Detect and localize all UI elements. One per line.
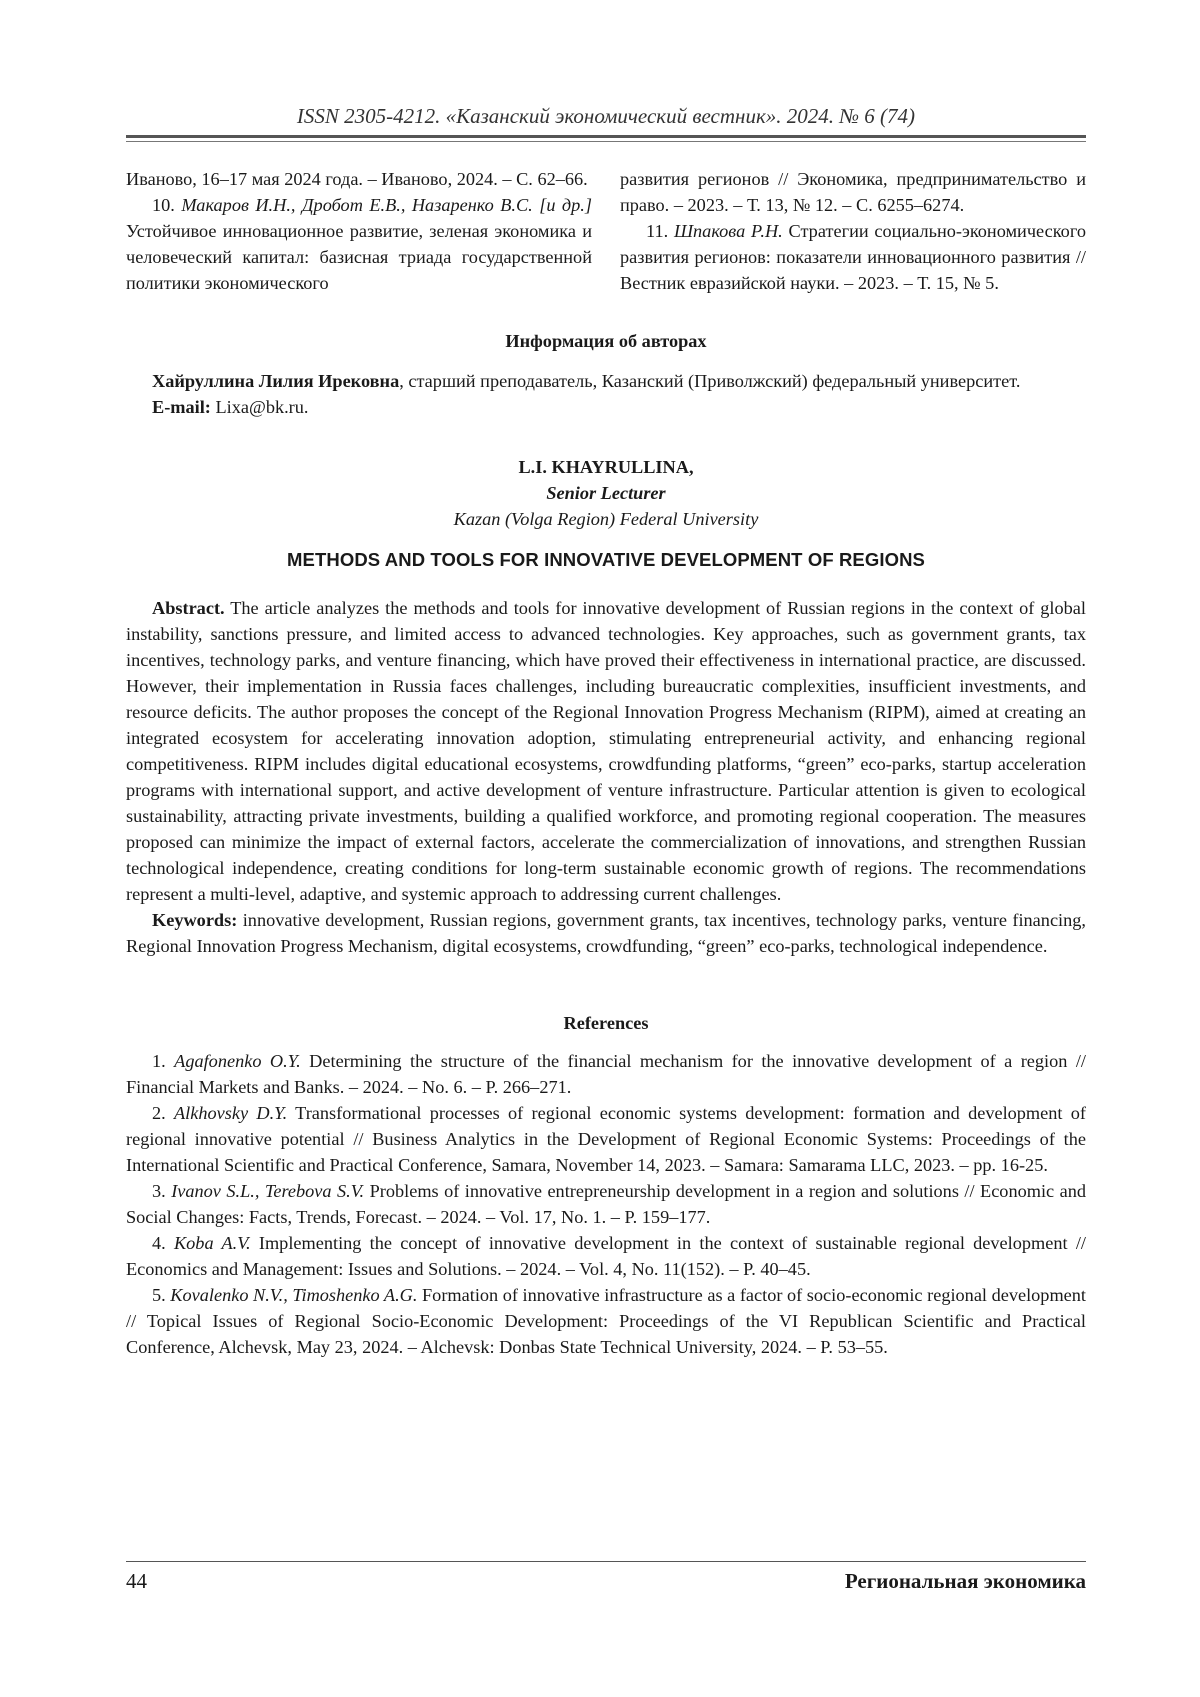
keywords-text: innovative development, Russian regions, government grants, tax incentives, technology parks, venture financing, Regional Innovation Progress Mechanism, digital ecosystems, crowdfunding, “green” eco-parks, technological independence. <box>126 910 1086 956</box>
page-number: 44 <box>126 1569 147 1593</box>
reference-4 <box>126 1230 1086 1282</box>
ref-text: Formation of innovative infrastructure as a factor of socio-economic regional development // Topical Issues of Regional Socio-Economic Development: Proceedings of the VI Republican Scientific and Practical Conference, Alchevsk, May 23, 2024. – Alchevsk: Donbas State Technical University, 2024. – P. 53–55. <box>126 1285 1087 1357</box>
reference-11 <box>620 218 1086 296</box>
ref-number: 1. <box>152 1051 166 1071</box>
email-label: E-mail: <box>152 397 211 417</box>
left-column <box>126 166 592 296</box>
right-column <box>620 166 1086 296</box>
ref-authors: Alkhovsky D.Y. <box>174 1103 288 1123</box>
reference-10 <box>126 192 592 296</box>
abstract-text: The article analyzes the methods and tools for innovative development of Russian regions in the context of global instability, sanctions pressure, and limited access to advanced technologies. Key approaches, such as government grants, tax incentives, technology parks, and venture financing, which have proved their effectiveness in international practice, are discussed. However, their implementation in Russia faces challenges, including bureaucratic complexities, insufficient investments, and resource deficits. The author proposes the concept of the Regional Innovation Progress Mechanism (RIPM), aimed at creating an integrated ecosystem for accelerating innovation adoption, stimulating entrepreneurial activity, and enhancing regional competitiveness. RIPM includes digital educational ecosystems, crowdfunding platforms, “green” eco-parks, startup acceleration programs with international support, and active development of venture infrastructure. Particular attention is given to ecological sustainability, attracting private investments, building a qualified workforce, and promoting regional cooperation. The measures proposed can minimize the impact of external factors, accelerate the commercialization of innovations, and strengthen Russian technological independence, creating conditions for long-term sustainable economic growth of regions. The recommendations represent a multi-level, adaptive, and systemic approach to addressing current challenges. <box>126 598 1086 904</box>
ref-number: 5. <box>152 1285 166 1305</box>
reference-1 <box>126 1048 1086 1100</box>
section-title: Региональная экономика <box>844 1569 1086 1593</box>
ref-text: Устойчивое инновационное развитие, зеленая экономика и человеческий капитал: базисная триада государственной политики экономического <box>126 221 592 293</box>
ref-number: 4. <box>152 1233 166 1253</box>
journal-header: ISSN 2305-4212. «Казанский экономический вестник». 2024. № 6 (74) <box>296 104 916 128</box>
ref-text: Стратегии социально-экономического развития регионов: показатели инновационного развития // Вестник евразийской науки. – 2023. – Т. 15, № 5. <box>620 221 1086 293</box>
ref-authors: Макаров И.Н., Дробот Е.В., Назаренко В.С. [и др.] <box>181 195 592 215</box>
english-author-name: L.I. KHAYRULLINA, <box>518 457 694 477</box>
references-block <box>126 1010 1086 1360</box>
ref-number: 3. <box>152 1181 166 1201</box>
ref-authors: Kovalenko N.V., Timoshenko A.G. <box>170 1285 418 1305</box>
english-author-title: Senior Lecturer <box>546 483 666 503</box>
abstract <box>126 595 1086 907</box>
ref-number: 2. <box>152 1103 166 1123</box>
ref-authors: Шпакова Р.Н. <box>673 221 783 241</box>
authors-info <box>126 328 1086 420</box>
ref-text: Problems of innovative entrepreneurship development in a region and solutions // Economic and Social Changes: Facts, Trends, Forecast. – 2024. – Vol. 17, No. 1. – P. 159–177. <box>126 1181 1086 1227</box>
author-email[interactable]: Lixa@bk.ru. <box>215 397 309 417</box>
english-author-block <box>126 454 1086 532</box>
ref-text: Transformational processes of regional economic systems development: formation and development of regional innovative potential // Business Analytics in the Development of Regional Economic Systems: Proceedings of the International Scientific and Practical Conference, Samara, November 14, 2023. – Samara: Samarama LLC, 2023. – pp. 16-25. <box>126 1103 1086 1175</box>
ref-text: Implementing the concept of innovative development in the context of sustainable regional development // Economics and Management: Issues and Solutions. – 2024. – Vol. 4, No. 11(152). – P. 40–45. <box>126 1233 1086 1279</box>
footer-rule <box>126 1561 1086 1562</box>
authors-info-heading: Информация об авторах <box>505 331 707 351</box>
author-email-line <box>126 394 1086 420</box>
ref-number: 11. <box>646 221 669 241</box>
ref-tail-right: развития регионов // Экономика, предпринимательство и право. – 2023. – Т. 13, № 12. – С. 6255–6274. <box>620 169 1086 215</box>
ref-number: 10. <box>152 195 175 215</box>
header-rule-thin <box>126 141 1086 142</box>
ref-authors: Ivanov S.L., Terebova S.V. <box>171 1181 365 1201</box>
ref-text: Determining the structure of the financial mechanism for the innovative development of a region // Financial Markets and Banks. – 2024. – No. 6. – P. 266–271. <box>126 1051 1086 1097</box>
author-name: Хайруллина Лилия Ирековна <box>152 371 400 391</box>
reference-2 <box>126 1100 1086 1178</box>
ref-authors: Agafonenko O.Y. <box>174 1051 301 1071</box>
reference-3 <box>126 1178 1086 1230</box>
abstract-block <box>126 595 1086 959</box>
author-position: , старший преподаватель, Казанский (Приволжский) федеральный университет. <box>399 371 1021 391</box>
keywords-label: Keywords: <box>152 910 238 930</box>
references-heading: References <box>563 1013 649 1033</box>
abstract-label: Abstract. <box>152 598 225 618</box>
header-rule-thick <box>126 135 1086 138</box>
author-line <box>126 368 1086 394</box>
reference-5 <box>126 1282 1086 1360</box>
keywords <box>126 907 1086 959</box>
article-title: METHODS AND TOOLS FOR INNOVATIVE DEVELOPMENT OF REGIONS <box>287 549 925 570</box>
ref-authors: Koba A.V. <box>173 1233 251 1253</box>
ref-tail-left: Иваново, 16–17 мая 2024 года. – Иваново, 2024. – С. 62–66. <box>126 169 588 189</box>
previous-references-columns <box>126 166 1086 296</box>
english-author-affiliation: Kazan (Volga Region) Federal University <box>453 509 759 529</box>
